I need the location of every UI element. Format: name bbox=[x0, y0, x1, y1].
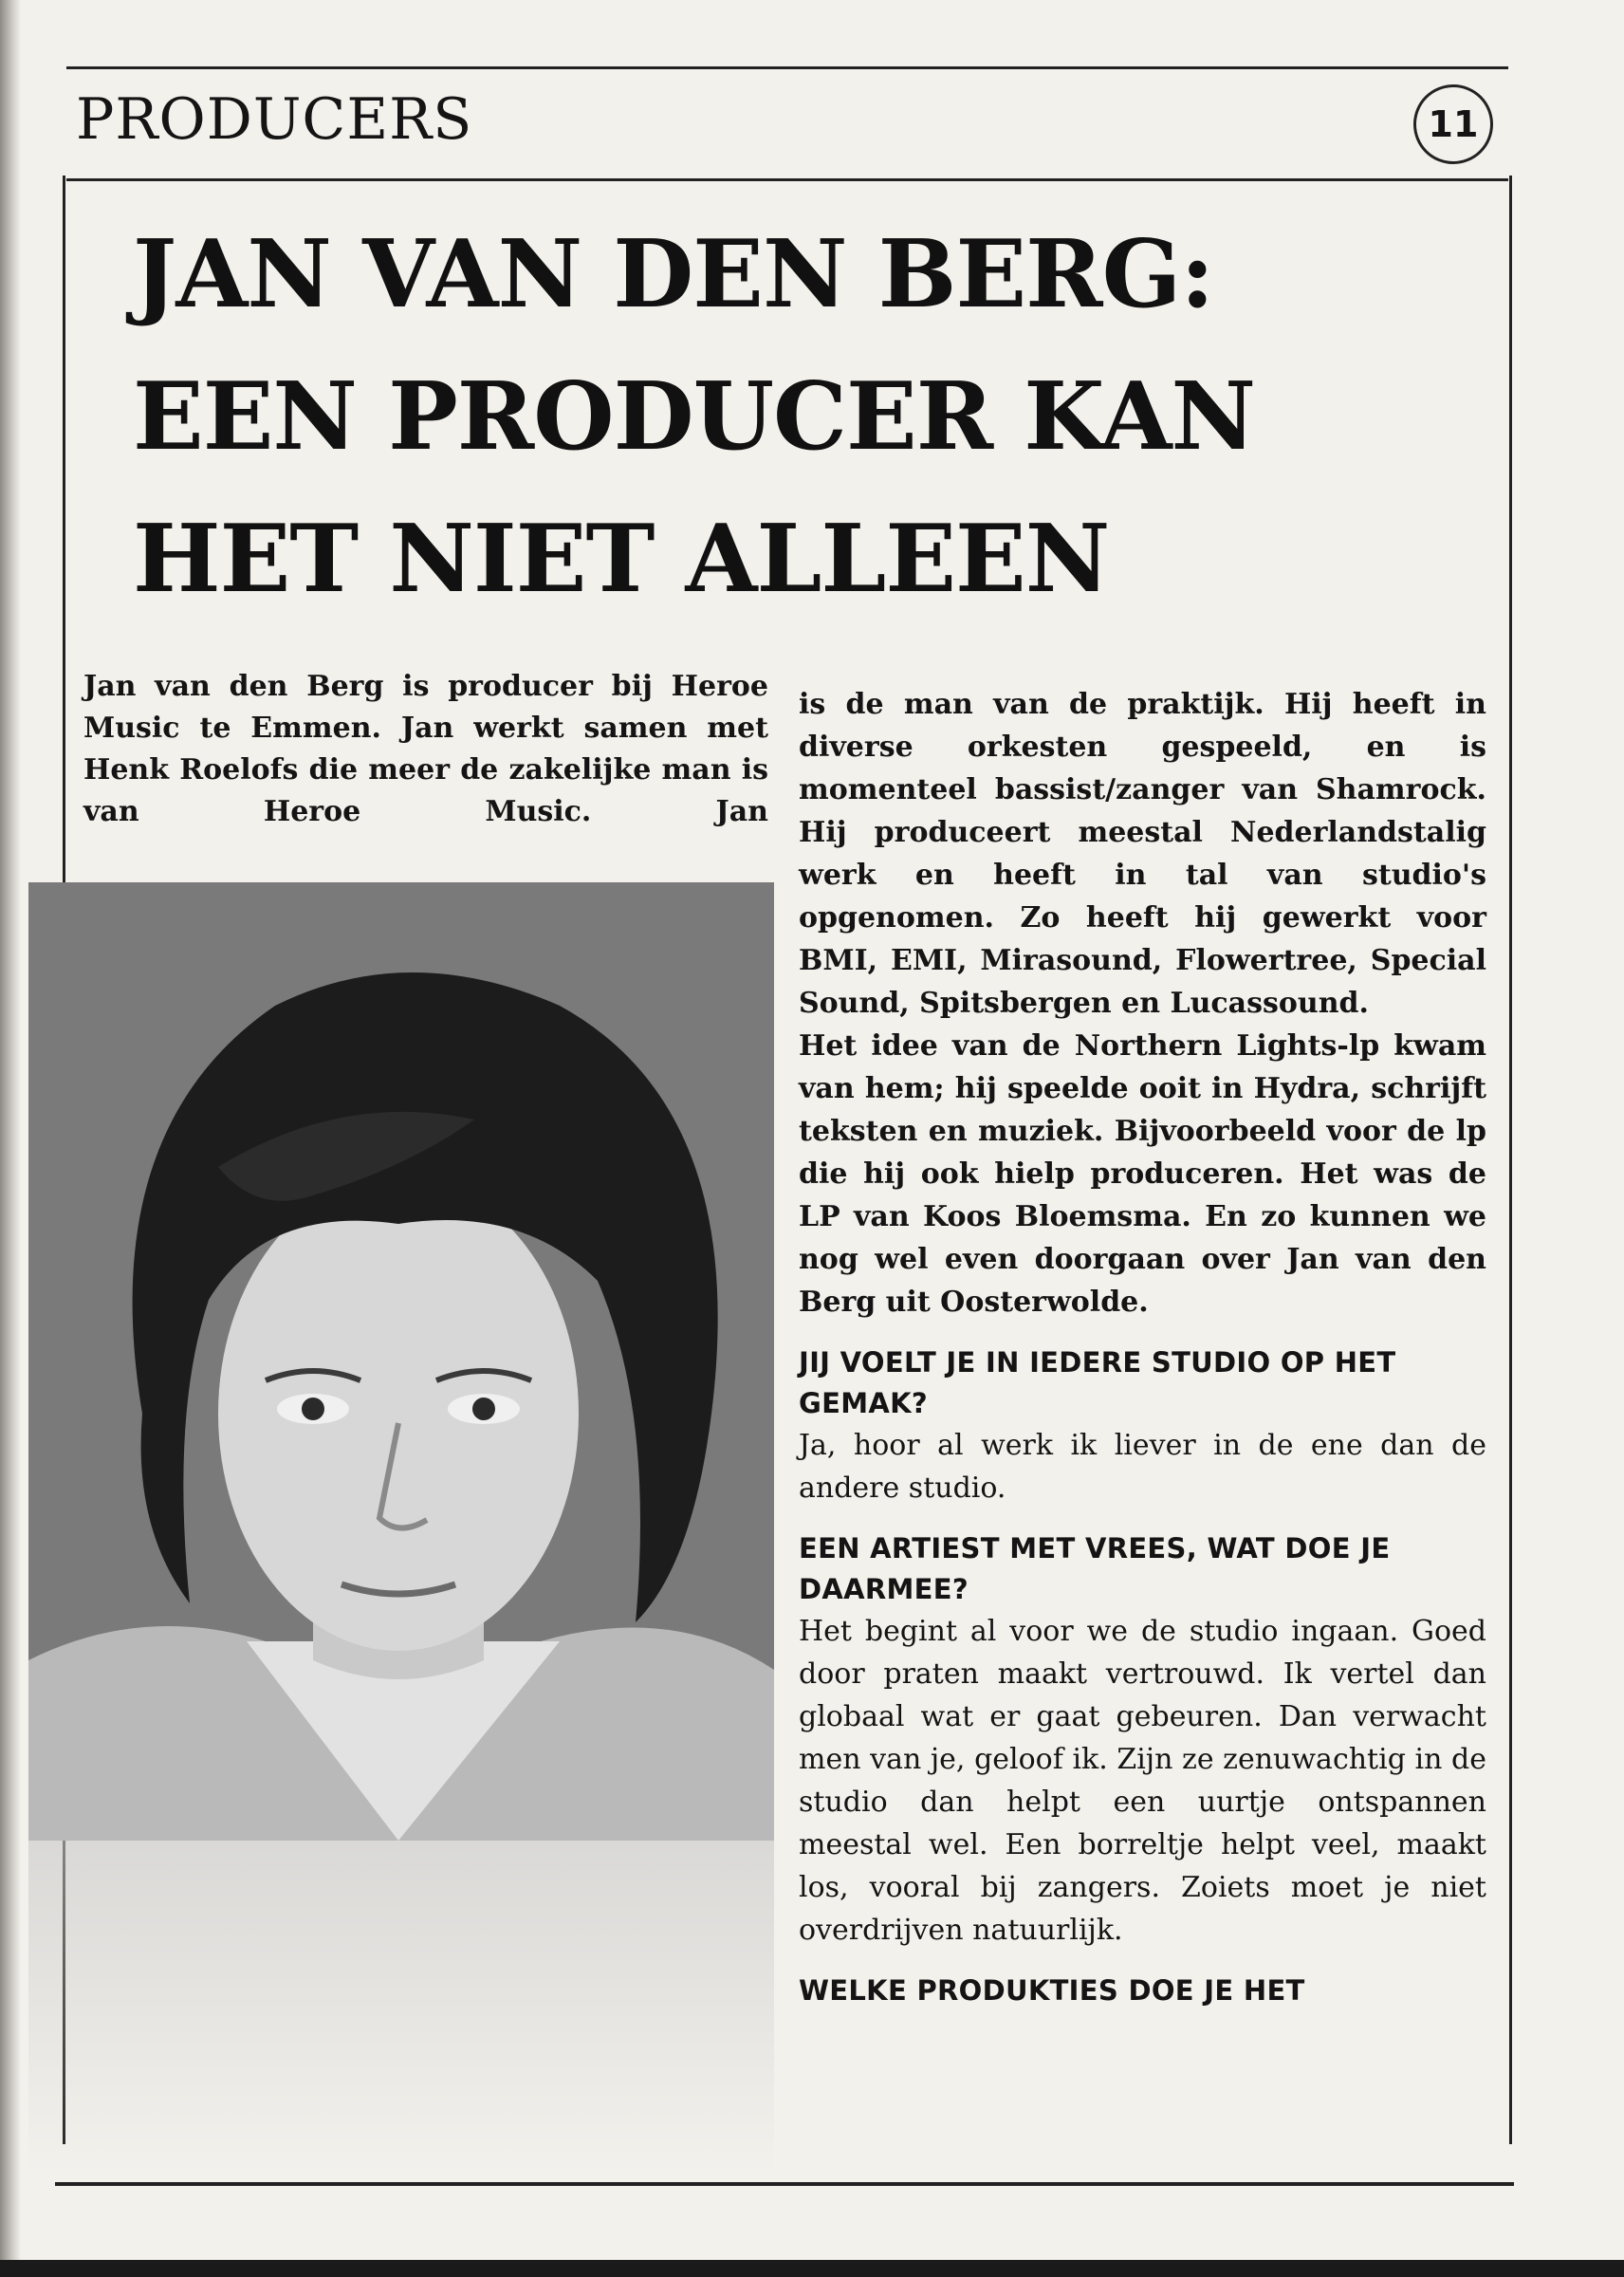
interview-question-1: JIJ VOELT JE IN IEDERE STUDIO OP HET GEMAK? bbox=[799, 1346, 1396, 1419]
headline-line-3: HET NIET ALLEEN bbox=[133, 505, 1110, 614]
body-paragraph-2: Het idee van de Northern Lights-lp kwam van hem; hij speelde ooit in Hydra, schrijft teksten en muziek. Bijvoorbeeld voor de lp die hij ook hielp produceren. Het was de LP van Koos Bloemsma. En zo kunnen we nog wel even doorgaan over Jan van den Berg uit Oosterwolde. bbox=[799, 1029, 1486, 1319]
page-binding-edge bbox=[0, 0, 21, 2277]
interview-answer-2: Het begint al voor we de studio ingaan. Goed door praten maakt vertrouwd. Ik vertel dan globaal wat er gaat gebeuren. Dan verwacht men van je, geloof ik. Zijn ze zenuwachtig in de studio dan helpt een uurtje ontspannen meestal wel. Een borreltje helpt veel, maakt los, vooral bij zangers. Zoiets moet je niet overdrijven natuurlijk. bbox=[799, 1615, 1486, 1947]
headline-line-2: EEN PRODUCER KAN bbox=[133, 362, 1256, 472]
section-label: PRODUCERS bbox=[76, 86, 473, 153]
article-body-column bbox=[799, 683, 1486, 2011]
body-paragraph-1: is de man van de praktijk. Hij heeft in diverse orkesten gespeeld, en is momenteel bassist/zanger van Shamrock. Hij produceert meestal Nederlandstalig werk en heeft in tal van studio's opgenomen. Zo heeft hij gewerkt voor BMI, EMI, Mirasound, Flowertree, Special Sound, Spitsbergen en Lucassound. bbox=[799, 688, 1486, 1020]
interview-answer-1: Ja, hoor al werk ik liever in de ene dan de andere studio. bbox=[799, 1429, 1486, 1505]
article-headline bbox=[133, 204, 1385, 631]
portrait-photo bbox=[28, 882, 774, 1841]
page-header bbox=[66, 66, 1508, 181]
page-number: 11 bbox=[1413, 84, 1493, 164]
article-lead: Jan van den Berg is producer bij Heroe Music te Emmen. Jan werkt samen met Henk Roelofs die meer de zakelijke man is van Heroe Music. Jan bbox=[83, 670, 768, 828]
headline-line-1: JAN VAN DEN BERG: bbox=[133, 220, 1214, 329]
interview-question-3: WELKE PRODUKTIES DOE JE HET bbox=[799, 1974, 1305, 2007]
footer-rule bbox=[55, 2182, 1514, 2186]
page-bottom-edge bbox=[0, 2260, 1624, 2277]
photo-fade bbox=[28, 1841, 774, 2173]
interview-question-2: EEN ARTIEST MET VREES, WAT DOE JE DAARMEE? bbox=[799, 1532, 1391, 1605]
